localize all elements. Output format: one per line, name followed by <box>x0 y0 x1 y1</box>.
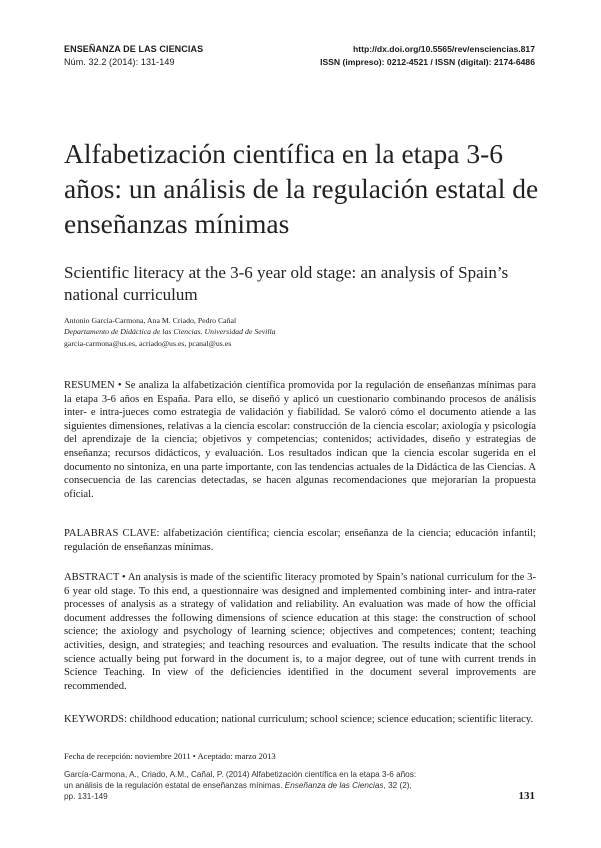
citation-text: García-Carmona, A., Criado, A.M., Cañal, P. (2014) Alfabetización científica en la etapa 3-6 años: un análisis de la regulación estatal de enseñanzas mínimas. <box>64 770 417 790</box>
citation-tail: , 32 (2), pp. 131-149 <box>64 780 412 801</box>
article-subtitle: Scientific literacy at the 3-6 year old stage: an analysis of Spain’s national curriculum <box>64 263 509 304</box>
author-affiliation: Departamento de Didáctica de las Ciencias. Universidad de Sevilla <box>64 327 276 337</box>
journal-name: ENSEÑANZA DE LAS CIENCIAS <box>64 44 204 54</box>
author-emails: garcia-carmona@us.es, acriado@us.es, pcanal@us.es <box>64 338 232 348</box>
abstract-paragraph: ABSTRACT • An analysis is made of the scientific literacy promoted by Spain’s national curriculum for the 3-6 year old stage. To this end, a questionnaire was designed and implemented combining inter- and intra-rater processes of analysis as a strategy of validation and reliability. An evaluation was made of how the official document addresses the following dimensions of science education at this stage: the construction of school science; the axiology and psychology of learning science; objectives and competences; content; teaching activities, design, and strategies; and teaching resources and evaluation. The results indicate that the school science actually being put forward in the document is, to a major degree, out of tune with current trends in Science Teaching. In view of the deficiencies identified in the document several improvements are recommended. <box>64 572 536 692</box>
issue-info: Núm. 32.2 (2014): 131-149 <box>64 56 175 67</box>
running-header-right <box>320 43 535 68</box>
citation-block <box>64 770 424 802</box>
doi-link[interactable]: http://dx.doi.org/10.5565/rev/ensciencias.817 <box>353 44 535 54</box>
keywords-paragraph: KEYWORDS: childhood education; national curriculum; school science; science education; scientific literacy. <box>64 714 534 725</box>
citation-journal: Enseñanza de las Ciencias <box>284 780 384 790</box>
palabras-clave-paragraph: PALABRAS CLAVE: alfabetización científica; ciencia escolar; enseñanza de la ciencia; educación infantil; regulación de enseñanzas mínimas. <box>64 528 536 553</box>
article-title: Alfabetización científica en la etapa 3-6 años: un análisis de la regulación estatal de enseñanzas mínimas <box>64 138 539 239</box>
issn-info: ISSN (impreso): 0212-4521 / ISSN (digital): 2174-6486 <box>320 56 535 67</box>
author-block <box>64 315 276 349</box>
running-header-left <box>64 43 203 68</box>
resumen-paragraph: RESUMEN • Se analiza la alfabetización científica promovida por la regulación de enseñanzas mínimas para la etapa 3-6 años en España. Para ello, se diseñó y aplicó un cuestionario combinando procesos de análisis inter- e intra-jueces como estrategia de validación y fiabilidad. Se valoró cómo el documento atiende a las siguientes dimensiones, relativas a la ciencia escolar: construcción de la ciencia escolar; axiología y psicología del aprendizaje de la ciencia; objetivos y competencias; contenidos; actividades, diseño y estrategias de enseñanza; recursos didácticos, y evaluación. Los resultados indican que la ciencia escolar sugerida en el documento no sintoniza, en una parte importante, con las tendencias actuales de la Didáctica de las Ciencias. A consecuencia de las carencias detectadas, se hacen algunas recomendaciones que mejorarían la propuesta oficial. <box>64 380 536 500</box>
author-names: Antonio García-Carmona, Ana M. Criado, Pedro Cañal <box>64 316 237 325</box>
submission-dates: Fecha de recepción: noviembre 2011 • Aceptado: marzo 2013 <box>64 751 276 761</box>
page-number: 131 <box>518 790 535 802</box>
